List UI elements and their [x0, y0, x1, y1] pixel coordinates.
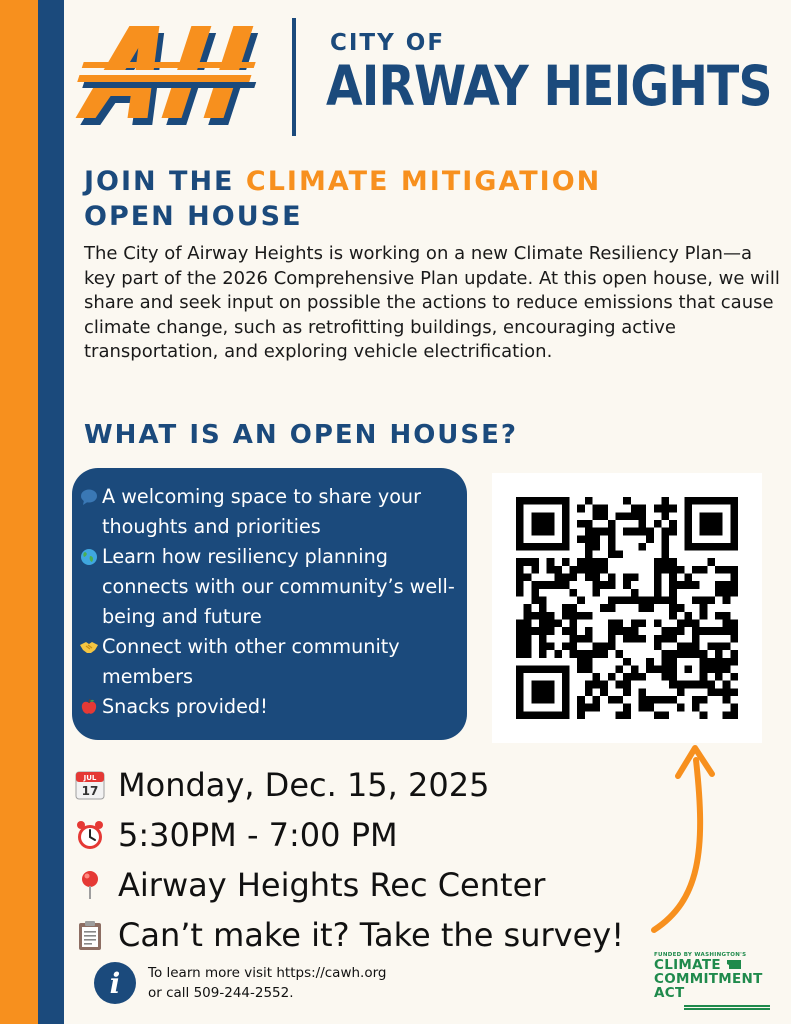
section-heading: WHAT IS AN OPEN HOUSE? — [84, 420, 518, 450]
list-item — [76, 542, 459, 632]
footer-contact — [94, 962, 386, 1004]
survey-row — [72, 910, 624, 960]
event-location-row — [72, 860, 624, 910]
calendar-icon — [72, 767, 108, 803]
cca-line-act: ACT — [654, 985, 685, 1001]
event-date-row — [72, 760, 624, 810]
location-pin-icon — [72, 867, 108, 903]
headline-accent: CLIMATE MITIGATION — [245, 166, 602, 197]
left-orange-stripe — [0, 0, 38, 1024]
city-of-label: CITY OF — [330, 30, 446, 56]
event-time: 5:30PM - 7:00 PM — [118, 816, 398, 854]
apple-icon — [76, 692, 102, 722]
cca-line-commitment: COMMITMENT — [654, 971, 763, 987]
intro-paragraph: The City of Airway Heights is working on a new Climate Resiliency Plan—a key part of the 2026 Comprehensive Plan update. At this open house, we will share and seek input on possible the actions to reduce emissions that cause climate change, such as retrofitting buildings, encouraging active transportation, and exploring vehicle electrification. — [84, 243, 780, 363]
speech-bubble-icon — [76, 482, 102, 512]
event-location: Airway Heights Rec Center — [118, 866, 546, 904]
info-icon: i — [94, 962, 136, 1004]
contact-line-phone: or call 509-244-2552. — [148, 985, 294, 1001]
headline-prefix: JOIN THE — [84, 166, 246, 197]
climate-commitment-act-logo — [654, 952, 772, 1014]
survey-prompt: Can’t make it? Take the survey! — [118, 916, 625, 954]
clipboard-icon — [72, 917, 108, 953]
contact-text — [148, 963, 386, 1003]
list-item-text: Learn how resiliency planning connects with our community’s well-being and future — [102, 545, 455, 628]
open-house-info-box — [72, 468, 467, 740]
cca-underline — [684, 1004, 770, 1010]
handshake-icon — [76, 632, 102, 662]
event-date: Monday, Dec. 15, 2025 — [118, 766, 490, 804]
logo-divider — [292, 18, 296, 136]
globe-icon — [76, 542, 102, 572]
qr-code-panel — [492, 473, 762, 743]
list-item — [76, 632, 459, 692]
calendar-month: JUL — [83, 774, 97, 782]
list-item-text: A welcoming space to share your thoughts and priorities — [102, 485, 421, 538]
headline-suffix: OPEN HOUSE — [84, 201, 303, 232]
cca-line-climate: CLIMATE — [654, 958, 772, 972]
event-details — [72, 760, 624, 960]
cca-funded-by: FUNDED BY WASHINGTON'S — [654, 952, 747, 958]
list-item-text: Connect with other community members — [102, 635, 400, 688]
left-blue-stripe — [38, 0, 64, 1024]
list-item-text: Snacks provided! — [102, 695, 268, 718]
survey-qr-code[interactable] — [516, 497, 738, 719]
washington-state-icon — [726, 959, 742, 970]
alarm-clock-icon — [72, 817, 108, 853]
arrow-to-qr-icon — [640, 730, 730, 945]
calendar-day: 17 — [81, 784, 99, 798]
list-item — [76, 692, 459, 722]
airway-heights-logo — [72, 18, 272, 133]
contact-line-website[interactable]: To learn more visit https://cawh.org — [148, 965, 387, 981]
city-name-title: AIRWAY HEIGHTS — [326, 54, 772, 118]
event-time-row — [72, 810, 624, 860]
list-item — [76, 482, 459, 542]
page-title — [84, 164, 601, 234]
